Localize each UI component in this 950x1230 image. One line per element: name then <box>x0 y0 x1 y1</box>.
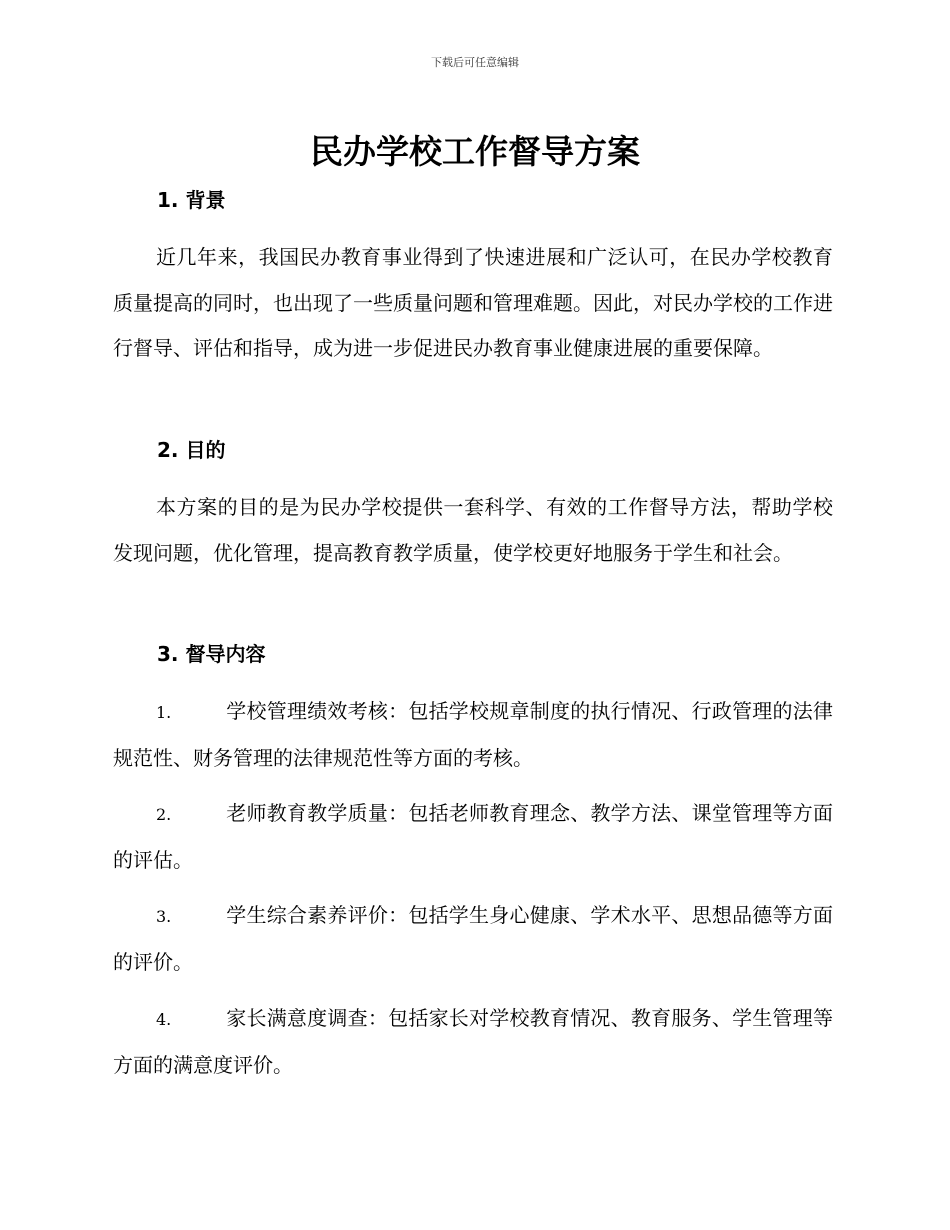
list-item-text: 学生综合素养评价：包括学生身心健康、学术水平、思想品德等方面的评价。 <box>113 903 833 974</box>
list-item-number: 3. <box>156 907 172 926</box>
list-item-number: 2. <box>156 805 172 824</box>
list-item-number: 1. <box>156 703 172 722</box>
section-paragraph-background: 近几年来，我国民办教育事业得到了快速进展和广泛认可，在民办学校教育质量提高的同时，也出现了一些质量问题和管理难题。因此，对民办学校的工作进行督导、评估和指导，成为进一步促进民办教育事业健康进展的重要保障。 <box>113 245 833 360</box>
list-item-text: 家长满意度调查：包括家长对学校教育情况、教育服务、学生管理等方面的满意度评价。 <box>113 1006 833 1077</box>
section-heading-background: 1. 背景 <box>157 188 226 212</box>
section-heading-purpose: 2. 目的 <box>157 438 226 462</box>
list-item <box>113 689 833 781</box>
list-item-text: 老师教育教学质量：包括老师教育理念、教学方法、课堂管理等方面的评估。 <box>113 801 833 872</box>
list-item <box>113 893 833 985</box>
list-item <box>113 996 833 1088</box>
list-item <box>113 791 833 883</box>
document-title: 民办学校工作督导方案 <box>310 132 640 171</box>
section-heading-content: 3. 督导内容 <box>157 642 266 666</box>
list-item-text: 学校管理绩效考核：包括学校规章制度的执行情况、行政管理的法律规范性、财务管理的法律规范性等方面的考核。 <box>113 699 833 770</box>
list-item-number: 4. <box>156 1010 172 1029</box>
page-header-note: 下载后可任意编辑 <box>431 56 519 69</box>
section-paragraph-purpose: 本方案的目的是为民办学校提供一套科学、有效的工作督导方法，帮助学校发现问题，优化管理，提高教育教学质量，使学校更好地服务于学生和社会。 <box>113 495 833 565</box>
